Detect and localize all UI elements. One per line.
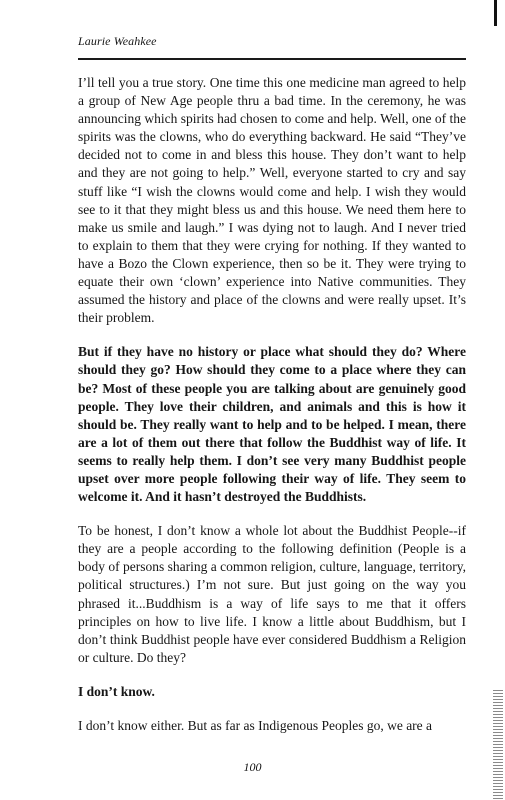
running-head: Laurie Weahkee: [78, 34, 157, 48]
body-text: [78, 74, 466, 735]
paragraph-continuation: I don’t know either. But as far as Indigenous Peoples go, we are a: [78, 718, 433, 733]
page-number: 100: [243, 760, 262, 774]
paragraph-question: But if they have no history or place what should they do? Where should they go? How should they come to a place where they can be? Most of these people you are talking about are genuinely good people. They love their children, and animals and this is how it should be. They really want to help and to be helped. I mean, there are a lot of them out there that follow the Buddhist way of life. It seems to really help them. I don’t see very many Buddhist people upset over more people following their way of life. They seem to welcome it. And it hasn’t destroyed the Buddhists.: [78, 344, 466, 505]
paragraph-story: I’ll tell you a true story. One time this one medicine man agreed to help a group of New Age people thru a bad time. In the ceremony, he was announcing which spirits had chosen to come and help. Well, one of the spirits was the clowns, who do everything backward. He said “They’ve decided not to come in and bless this house. They don’t want to help and they are not going to help.” Well, everyone started to cry and say stuff like “I wish the clowns would come and help. I wish they would see to it that they might bless us and this house. We need them here to make us smile and laugh.” I was dying not to laugh. And I never tried to explain to them that they were crying for nothing. If they wanted to have a Bozo the Clown experience, then so be it. They were trying to equate their own ‘clown’ experience into Native communities. They assumed the history and place of the clowns and were really upset. It’s their problem.: [78, 75, 466, 326]
scan-edge-speckle: [493, 690, 503, 800]
paragraph-short-answer: I don’t know.: [78, 683, 155, 699]
header-rule: [78, 58, 466, 60]
paragraph-buddhism: To be honest, I don’t know a whole lot about the Buddhist People--if they are a people according to the following definition (People is a body of persons sharing a common religion, culture, language, territory, political structures.) I’m not sure. But just going on the way you phrased it...Buddhism is a way of life says to me that it offers principles on how to live life. I know a little about Buddhism, but I don’t think Buddhist people have ever considered Buddhism a Religion or culture. Do they?: [78, 523, 466, 665]
page-edge-mark: [494, 0, 497, 26]
